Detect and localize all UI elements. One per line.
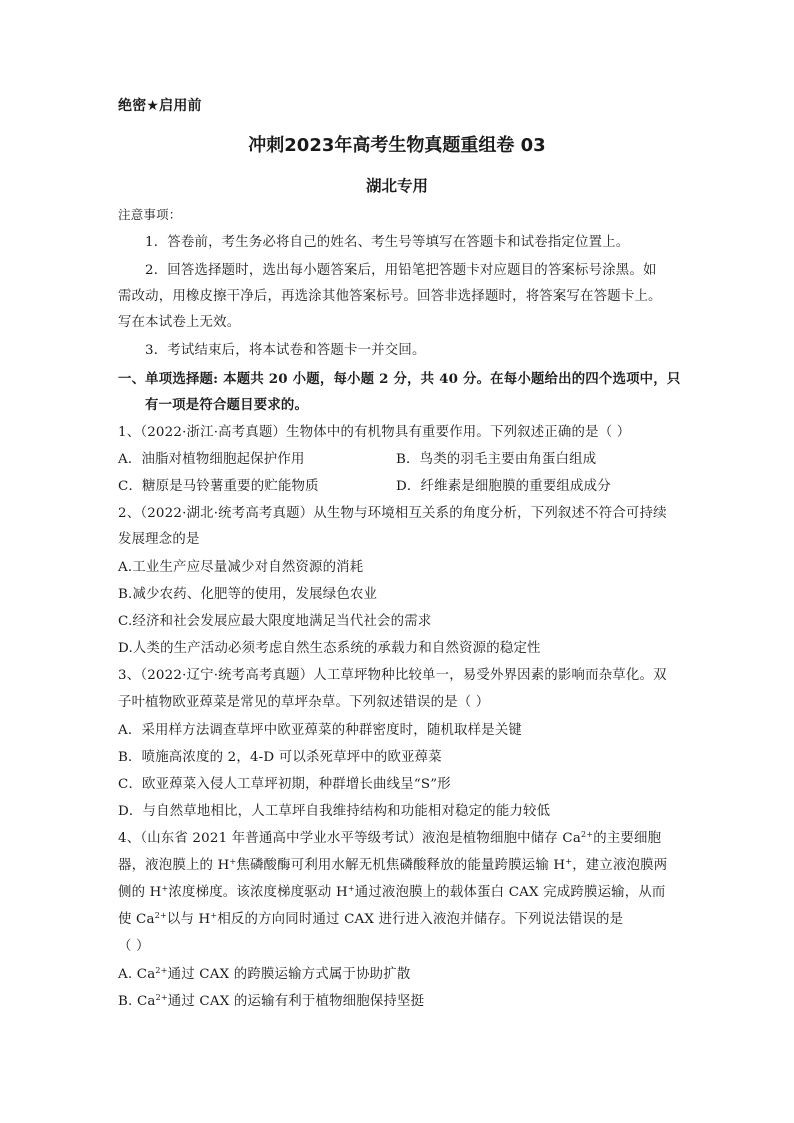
confidential-label: 绝密★启用前: [118, 98, 202, 114]
q3-option-c: C．欧亚蔊菜入侵人工草坪初期，种群增长曲线呈“S”形: [118, 777, 451, 792]
q3-stem: 3、（2022·辽宁·统考高考真题）人工草坪物种比较单一，易受外界因素的影响而杂草化。双: [118, 668, 667, 683]
q2-option-c: C.经济和社会发展应最大限度地满足当代社会的需求: [118, 614, 432, 629]
q1-option-d: D．纤维素是细胞膜的重要组成成分: [396, 479, 611, 494]
q3-option-b: B．喷施高浓度的 2，4-D 可以杀死草坪中的欧亚蔊菜: [118, 750, 442, 765]
q1-option-c: C．糖原是马铃薯重要的贮能物质: [118, 479, 319, 494]
q2-option-b: B.减少农药、化肥等的使用，发展绿色农业: [118, 587, 378, 602]
q2-option-d: D.人类的生产活动必须考虑自然生态系统的承载力和自然资源的稳定性: [118, 641, 541, 656]
q4-stem-line-2: 器，液泡膜上的 H+焦磷酸酶可利用水解无机焦磷酸释放的能量跨膜运输 H+，建立液泡膜两: [118, 857, 668, 873]
notice-item-3: 3．考试结束后，将本试卷和答题卡一并交回。: [145, 343, 426, 358]
q4-answer-blank: （ ）: [118, 939, 150, 954]
notice-item-2: 2．回答选择题时，选出每小题答案后，用铅笔把答题卡对应题目的答案标号涂黑。如: [145, 263, 657, 278]
notice-heading: 注意事项：: [118, 207, 182, 222]
q4-option-a: A. $Ca^{2+}$通过 CAX 的跨膜运输方式属于协助扩散: [118, 966, 411, 982]
q1-option-a: A．油脂对植物细胞起保护作用: [118, 452, 305, 467]
q1-option-b: B．鸟类的羽毛主要由角蛋白组成: [396, 452, 597, 467]
q3-option-a: A．采用样方法调查草坪中欧亚蔊菜的种群密度时，随机取样是关键: [118, 723, 522, 738]
exam-title: 冲刺2023年高考生物真题重组卷 03: [248, 135, 546, 156]
q2-stem-cont: 发展理念的是: [118, 532, 200, 547]
notice-item-1: 1．答卷前，考生务必将自己的姓名、考生号等填写在答题卡和试卷指定位置上。: [145, 235, 630, 250]
q2-option-a: A.工业生产应尽量减少对自然资源的消耗: [118, 560, 364, 575]
exam-subtitle: 湖北专用: [365, 177, 428, 195]
section-heading-cont: 有一项是符合题目要求的。: [145, 397, 309, 413]
q4-stem-line-3: 侧的 H+浓度梯度。该浓度梯度驱动 H+通过液泡膜上的载体蛋白 CAX 完成跨膜运输，从而: [118, 884, 666, 900]
q3-option-d: D．与自然草地相比，人工草坪自我维持结构和功能相对稳定的能力较低: [118, 804, 551, 819]
q3-stem-cont: 子叶植物欧亚蔊菜是常见的草坪杂草。下列叙述错误的是（ ）: [118, 695, 490, 710]
q1-stem: 1、（2022·浙江·高考真题）生物体中的有机物具有重要作用。下列叙述正确的是（ ）: [118, 425, 631, 440]
q4-option-b: B. $Ca^{2+}$通过 CAX 的运输有利于植物细胞保持坚挺: [118, 993, 425, 1009]
q2-stem: 2、（2022·湖北·统考高考真题）从生物与环境相互关系的角度分析，下列叙述不符合可持续: [118, 506, 667, 521]
q4-stem-line-1: 4、（山东省 2021 年普通高中学业水平等级考试）液泡是植物细胞中储存 $Ca^{2+}$的主要细胞: [118, 830, 662, 846]
q4-stem-line-4: 使 $Ca^{2+}$以与 H+相反的方向同时通过 CAX 进行进入液泡并储存。下列说法错误的是: [118, 911, 624, 927]
notice-item-2-cont: 需改动，用橡皮擦干净后，再选涂其他答案标号。回答非选择题时，将答案写在答题卡上。: [118, 289, 662, 304]
notice-item-2-end: 写在本试卷上无效。: [118, 315, 241, 330]
section-heading: 一、单项选择题: 本题共 20 小题，每小题 2 分，共 40 分。在每小题给出的四个选项中，只: [118, 371, 681, 387]
